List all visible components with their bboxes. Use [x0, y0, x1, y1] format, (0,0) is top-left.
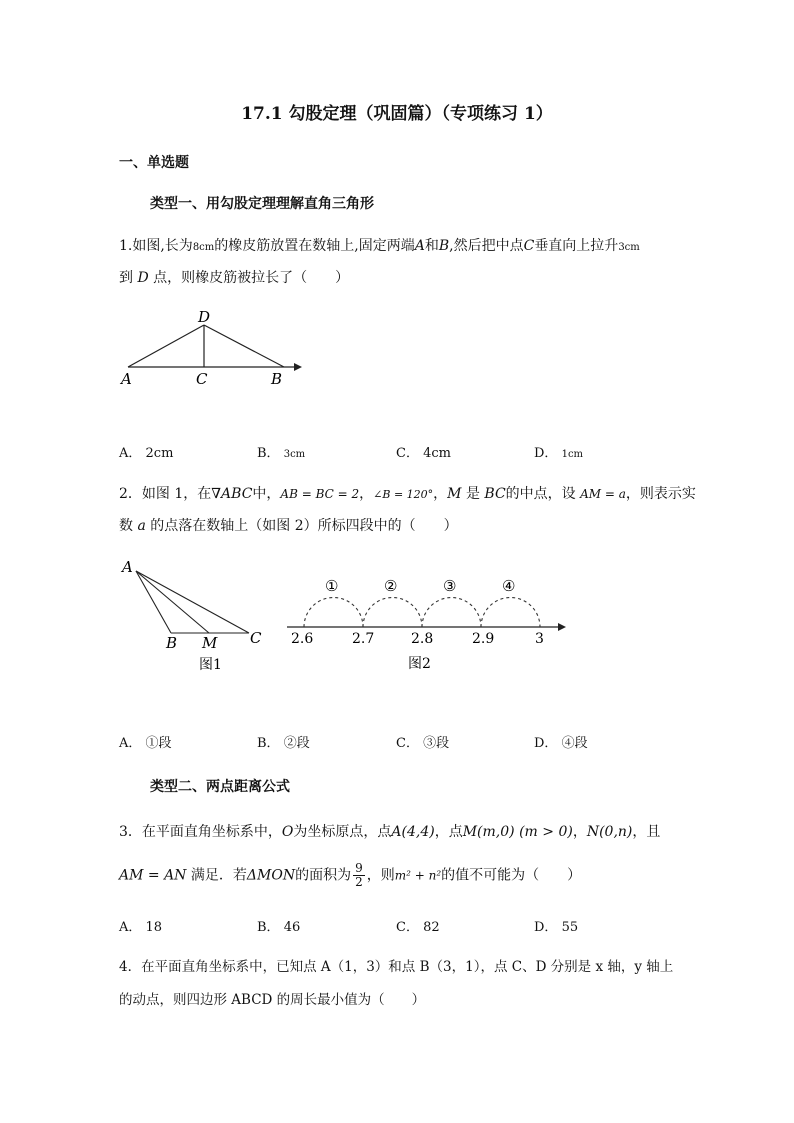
q2-line-2: 数 a 的点落在数轴上（如图 2）所标四段中的（ ） — [119, 518, 458, 534]
type-heading-1: 类型一、用勾股定理理解直角三角形 — [150, 196, 374, 212]
q1-label-d: D — [198, 308, 211, 326]
page-title: 17.1 勾股定理（巩固篇）（专项练习 1） — [241, 104, 553, 124]
q4-line-2: 的动点，则四边形 ABCD 的周长最小值为（ ） — [119, 992, 426, 1008]
q2-fig2-mark-2: ② — [384, 577, 398, 595]
q2-fig2-mark-3: ③ — [443, 577, 457, 595]
q3-option-b[interactable]: B． 46 — [257, 920, 301, 935]
section-heading: 一、单选题 — [119, 155, 189, 171]
q2-fig2-arc-1 — [304, 598, 363, 628]
q2-fig1-label-b: B — [166, 634, 178, 652]
q2-fig2-caption: 图2 — [408, 656, 431, 672]
q2-fig2-tick-3: 2.8 — [411, 631, 434, 647]
q2-option-b[interactable]: B． ②段 — [257, 736, 310, 751]
q4-line-1: 4．在平面直角坐标系中，已知点 A（1，3）和点 B（3，1），点 C、D 分别是 x 轴，y 轴上 — [119, 959, 674, 975]
q2-fig2-mark-1: ① — [325, 577, 339, 595]
q1-line-1: 1.如图,长为8cm的橡皮筋放置在数轴上,固定两端A和B,然后把中点C垂直向上拉升3cm — [119, 238, 640, 254]
q2-fig1-caption: 图1 — [199, 657, 222, 673]
q2-fig2-arc-2 — [363, 598, 422, 628]
q2-fig1-label-a: A — [122, 558, 133, 576]
q2-fig2-tick-1: 2.6 — [291, 631, 314, 647]
q1-label-c: C — [196, 370, 208, 388]
q1-option-d[interactable]: D． 1cm — [534, 446, 584, 461]
q2-fig2-tick-5: 3 — [535, 631, 544, 647]
q3-line-1: 3．在平面直角坐标系中，O为坐标原点，点A(4,4)，点M(m,0) (m > 0)，N(0,n)，且 — [119, 824, 661, 840]
q2-fig2-arc-3 — [422, 598, 481, 627]
q2-option-c[interactable]: C． ③段 — [396, 736, 450, 751]
q1-option-c[interactable]: C． 4cm — [396, 446, 451, 461]
q1-label-b: B — [271, 370, 283, 388]
q1-label-a: A — [121, 370, 132, 388]
q3-fraction: $\frac{9}{2}$ — [355, 861, 363, 889]
q2-fig2-tick-4: 2.9 — [472, 631, 495, 647]
q2-option-d[interactable]: D． ④段 — [534, 736, 588, 751]
q2-line-1: 2．如图 1，在∇ABC中，AB = BC = 2，∠B = 120°，M 是 BC的中点，设 AM = a，则表示实 — [119, 486, 696, 502]
q1-line-2: 到 D 点，则橡皮筋被拉长了（ ） — [119, 270, 350, 286]
q2-fig1-label-m: M — [202, 634, 218, 652]
q3-line-2: AM = AN 满足．若ΔMON的面积为 $\frac{9}{2}$ ，则m² + n²的值不可能为（ ） — [119, 861, 582, 889]
q2-option-a[interactable]: A． ①段 — [119, 736, 172, 751]
q2-fig2-arc-4 — [481, 598, 540, 628]
q2-fig1-label-c: C — [250, 629, 262, 647]
q1-option-b[interactable]: B． 3cm — [257, 446, 306, 461]
type-heading-2: 类型二、两点距离公式 — [150, 779, 290, 795]
q3-option-a[interactable]: A． 18 — [119, 920, 163, 935]
q2-fig2-mark-4: ④ — [502, 577, 516, 595]
q1-option-a[interactable]: A． 2cm — [119, 446, 174, 461]
q2-fig2-arrowhead — [558, 623, 566, 631]
q2-fig2-tick-2: 2.7 — [352, 631, 375, 647]
q3-option-d[interactable]: D． 55 — [534, 920, 579, 935]
q3-option-c[interactable]: C． 82 — [396, 920, 440, 935]
